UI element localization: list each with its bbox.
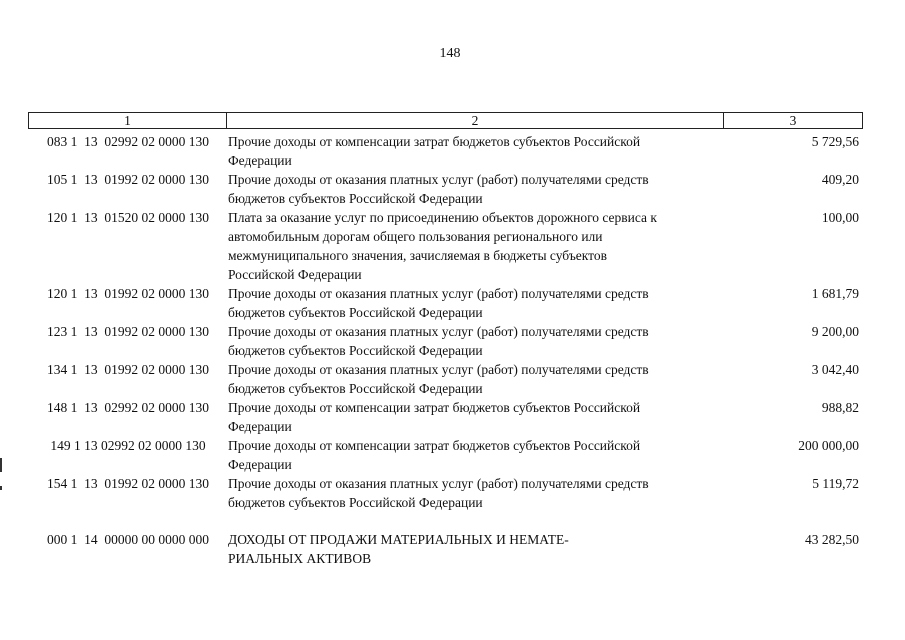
- budget-code: 134 1 13 01992 02 0000 130: [47, 362, 209, 377]
- amount-value: 43 282,50: [805, 532, 859, 547]
- amount-value: 1 681,79: [811, 286, 859, 301]
- income-description: [228, 322, 713, 360]
- budget-code: 149 1 13 02992 02 0000 130: [50, 438, 206, 453]
- table-row: [28, 360, 863, 398]
- amount-value: 5 729,56: [811, 134, 859, 149]
- budget-code: 105 1 13 01992 02 0000 130: [47, 172, 209, 187]
- table-header: [28, 112, 863, 129]
- income-description: [228, 284, 713, 322]
- income-description: [228, 360, 713, 398]
- amount-value: 9 200,00: [811, 324, 859, 339]
- table-row: [28, 436, 863, 474]
- description-line: Прочие доходы от компенсации затрат бюджетов субъектов Российской: [228, 438, 641, 453]
- description-line: ДОХОДЫ ОТ ПРОДАЖИ МАТЕРИАЛЬНЫХ И НЕМАТЕ-: [228, 532, 569, 547]
- budget-code: 123 1 13 01992 02 0000 130: [47, 324, 209, 339]
- income-description: [228, 530, 713, 568]
- budget-code: 120 1 13 01520 02 0000 130: [47, 210, 209, 225]
- header-col-3: 3: [789, 113, 797, 128]
- amount-value: 100,00: [821, 210, 859, 225]
- table-row: [28, 132, 863, 170]
- income-description: [228, 474, 713, 512]
- description-line: бюджетов субъектов Российской Федерации: [228, 191, 483, 206]
- table-row: [28, 284, 863, 322]
- description-line: бюджетов субъектов Российской Федерации: [228, 343, 483, 358]
- budget-code: 083 1 13 02992 02 0000 130: [47, 134, 209, 149]
- income-description: [228, 170, 713, 208]
- amount-value: 3 042,40: [811, 362, 859, 377]
- description-line: межмуниципального значения, зачисляемая в бюджеты субъектов: [228, 248, 608, 263]
- description-line: Прочие доходы от оказания платных услуг (работ) получателями средств: [228, 476, 649, 491]
- budget-code: 154 1 13 01992 02 0000 130: [47, 476, 209, 491]
- left-edge-mark: [0, 458, 2, 472]
- description-line: Прочие доходы от компенсации затрат бюджетов субъектов Российской: [228, 400, 641, 415]
- amount-value: 988,82: [821, 400, 859, 415]
- budget-table: [28, 112, 863, 568]
- page-number: 148: [439, 46, 461, 61]
- income-description: [228, 132, 713, 170]
- description-line: бюджетов субъектов Российской Федерации: [228, 495, 483, 510]
- budget-code: 120 1 13 01992 02 0000 130: [47, 286, 209, 301]
- description-line: Российской Федерации: [228, 267, 362, 282]
- table-row: [28, 474, 863, 512]
- amount-value: 5 119,72: [812, 476, 859, 491]
- income-description: [228, 398, 713, 436]
- amount-value: 200 000,00: [798, 438, 859, 453]
- table-row: [28, 322, 863, 360]
- description-line: Федерации: [228, 419, 292, 434]
- budget-code: 148 1 13 02992 02 0000 130: [47, 400, 209, 415]
- table-row: [28, 530, 863, 568]
- description-line: бюджетов субъектов Российской Федерации: [228, 381, 483, 396]
- description-line: Прочие доходы от оказания платных услуг (работ) получателями средств: [228, 324, 649, 339]
- description-line: бюджетов субъектов Российской Федерации: [228, 305, 483, 320]
- description-line: Федерации: [228, 153, 292, 168]
- budget-code: 000 1 14 00000 00 0000 000: [47, 532, 209, 547]
- income-description: [228, 208, 713, 284]
- description-line: Плата за оказание услуг по присоединению объектов дорожного сервиса к: [228, 210, 657, 225]
- description-line: Прочие доходы от оказания платных услуг (работ) получателями средств: [228, 172, 649, 187]
- header-col-2: 2: [227, 113, 724, 128]
- description-line: Прочие доходы от оказания платных услуг (работ) получателями средств: [228, 286, 649, 301]
- header-col-1: 1: [29, 113, 227, 128]
- description-line: Прочие доходы от компенсации затрат бюджетов субъектов Российской: [228, 134, 641, 149]
- amount-value: 409,20: [821, 172, 859, 187]
- description-line: РИАЛЬНЫХ АКТИВОВ: [228, 551, 372, 566]
- description-line: Прочие доходы от оказания платных услуг (работ) получателями средств: [228, 362, 649, 377]
- income-description: [228, 436, 713, 474]
- table-row: [28, 398, 863, 436]
- description-line: автомобильным дорогам общего пользования регионального или: [228, 229, 603, 244]
- table-row: [28, 170, 863, 208]
- left-edge-mark: [0, 486, 2, 490]
- table-row: [28, 208, 863, 284]
- table-body: [28, 132, 863, 568]
- description-line: Федерации: [228, 457, 292, 472]
